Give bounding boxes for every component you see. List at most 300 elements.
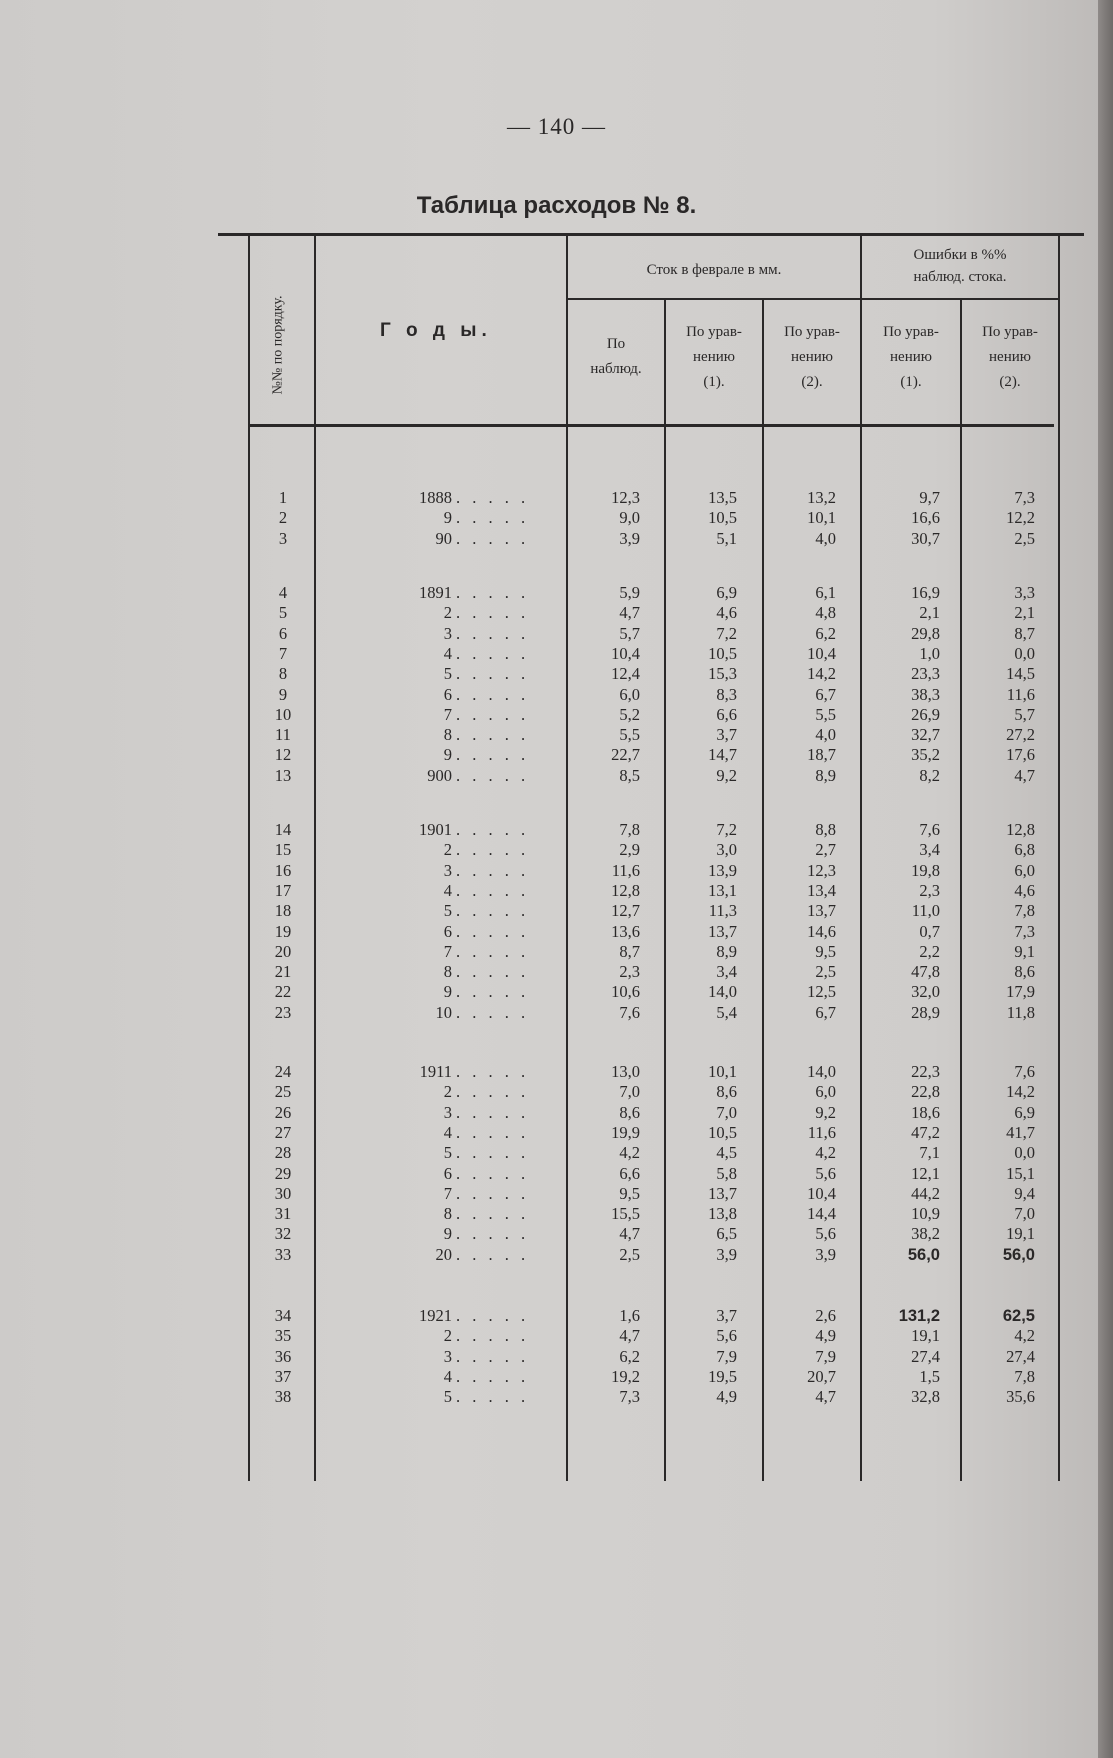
eq1-value: 5,1 — [716, 528, 737, 548]
eq1-value: 7,9 — [716, 1346, 737, 1366]
err1-value: 22,3 — [911, 1062, 940, 1081]
row-index: 24 — [274, 1062, 292, 1081]
err1-value: 10,9 — [911, 1204, 940, 1224]
err2-value: 41,7 — [1006, 1122, 1035, 1142]
err1-value: 32,8 — [911, 1387, 940, 1407]
observed-value: 7,0 — [619, 1082, 640, 1102]
eq2-value: 8,8 — [815, 820, 836, 839]
row-year: 7 — [443, 941, 452, 961]
eq2-value: 2,5 — [815, 962, 836, 982]
row-index: 8 — [278, 664, 288, 684]
err1-value: 8,2 — [919, 765, 940, 785]
row-index: 13 — [274, 765, 292, 785]
row-index: 11 — [275, 725, 291, 745]
observed-value: 1,6 — [619, 1306, 640, 1325]
row-year: 3 — [443, 860, 452, 880]
row-year: 2 — [443, 840, 452, 860]
row-year: 90 — [435, 528, 452, 548]
err2-value: 8,6 — [1014, 962, 1035, 982]
eq2-value: 3,9 — [815, 1244, 836, 1264]
eq2-value: 13,7 — [807, 901, 836, 921]
row-year: 9 — [443, 508, 452, 528]
leader-dots: . . . . . — [456, 1387, 530, 1407]
leader-dots: . . . . . — [456, 982, 530, 1002]
row-index: 22 — [274, 982, 292, 1002]
err2-value: 4,6 — [1014, 880, 1035, 900]
observed-value: 6,0 — [619, 684, 640, 704]
eq2-value: 2,7 — [815, 840, 836, 860]
leader-dots: . . . . . — [456, 745, 530, 765]
err2-value: 12,2 — [1006, 508, 1035, 528]
err2-value: 9,4 — [1014, 1183, 1035, 1203]
leader-dots: . . . . . — [456, 860, 530, 880]
row-year: 7 — [443, 1183, 452, 1203]
flow-group-underline — [566, 298, 860, 300]
leader-dots: . . . . . — [456, 1244, 530, 1264]
eq1-value: 13,8 — [708, 1204, 737, 1224]
header-bottom-rule — [248, 424, 1054, 427]
err1-value: 19,1 — [911, 1326, 940, 1346]
err1-value: 18,6 — [911, 1102, 940, 1122]
leader-dots: . . . . . — [456, 664, 530, 684]
row-year: 5 — [443, 901, 452, 921]
leader-dots: . . . . . — [456, 684, 530, 704]
eq1-value: 4,5 — [716, 1143, 737, 1163]
header-years: Г о д ы. — [380, 320, 492, 341]
row-year: 9 — [443, 982, 452, 1002]
leader-dots: . . . . . — [456, 623, 530, 643]
err2-value: 0,0 — [1014, 1143, 1035, 1163]
eq1-value: 14,7 — [708, 745, 737, 765]
err2-value: 7,0 — [1014, 1204, 1035, 1224]
err1-value: 44,2 — [911, 1183, 940, 1203]
err1-value: 12,1 — [911, 1163, 940, 1183]
row-year: 1911 — [419, 1062, 452, 1081]
err2-value: 9,1 — [1014, 941, 1035, 961]
err2-value: 5,7 — [1014, 704, 1035, 724]
leader-dots: . . . . . — [456, 508, 530, 528]
err2-value: 7,6 — [1014, 1062, 1035, 1081]
err2-value: 19,1 — [1006, 1224, 1035, 1244]
column-divider-index — [314, 236, 316, 1481]
eq2-value: 10,4 — [807, 643, 836, 663]
leader-dots: . . . . . — [456, 488, 530, 507]
err2-value: 3,3 — [1014, 583, 1035, 602]
err1-value: 0,7 — [919, 921, 940, 941]
eq2-value: 4,0 — [815, 528, 836, 548]
eq1-value: 11,3 — [708, 901, 737, 921]
leader-dots: . . . . . — [456, 1346, 530, 1366]
eq2-value: 8,9 — [815, 765, 836, 785]
observed-value: 8,7 — [619, 941, 640, 961]
leader-dots: . . . . . — [456, 1326, 530, 1346]
observed-value: 19,2 — [611, 1366, 640, 1386]
leader-dots: . . . . . — [456, 840, 530, 860]
eq2-value: 4,8 — [815, 603, 836, 623]
eq2-value: 18,7 — [807, 745, 836, 765]
row-year: 5 — [443, 664, 452, 684]
row-year: 9 — [443, 745, 452, 765]
observed-value: 12,4 — [611, 664, 640, 684]
err1-value: 19,8 — [911, 860, 940, 880]
observed-value: 2,5 — [619, 1244, 640, 1264]
err1-value: 16,6 — [911, 508, 940, 528]
eq1-value: 9,2 — [716, 765, 737, 785]
eq2-value: 6,0 — [815, 1082, 836, 1102]
err1-value: 56,0 — [907, 1245, 940, 1264]
eq2-value: 20,7 — [807, 1366, 836, 1386]
observed-value: 6,6 — [619, 1163, 640, 1183]
row-year: 3 — [443, 1346, 452, 1366]
err2-value: 27,4 — [1006, 1346, 1035, 1366]
observed-value: 10,6 — [611, 982, 640, 1002]
err1-value: 47,2 — [911, 1122, 940, 1142]
eq1-value: 3,0 — [716, 840, 737, 860]
header-flow-group: Сток в феврале в мм. — [646, 262, 782, 278]
eq1-value: 13,9 — [708, 860, 737, 880]
observed-value: 5,2 — [619, 704, 640, 724]
leader-dots: . . . . . — [456, 1143, 530, 1163]
leader-dots: . . . . . — [456, 962, 530, 982]
err2-value: 11,8 — [1006, 1002, 1035, 1022]
eq1-value: 10,5 — [708, 1122, 737, 1142]
table-right-border — [1058, 236, 1060, 1481]
row-index: 15 — [274, 840, 292, 860]
leader-dots: . . . . . — [456, 921, 530, 941]
leader-dots: . . . . . — [456, 1082, 530, 1102]
leader-dots: . . . . . — [456, 820, 530, 839]
err2-value: 62,5 — [1002, 1307, 1035, 1325]
table-title: Таблица расходов № 8. — [416, 192, 697, 219]
eq1-value: 13,1 — [708, 880, 737, 900]
table-left-border — [248, 236, 250, 1481]
err2-value: 17,9 — [1006, 982, 1035, 1002]
eq1-value: 5,8 — [716, 1163, 737, 1183]
observed-value: 5,5 — [619, 725, 640, 745]
eq2-value: 9,5 — [815, 941, 836, 961]
row-index: 18 — [274, 901, 292, 921]
row-index: 33 — [274, 1244, 292, 1264]
row-year: 6 — [443, 1163, 452, 1183]
row-index: 29 — [274, 1163, 292, 1183]
row-year: 9 — [443, 1224, 452, 1244]
err1-value: 7,1 — [919, 1143, 940, 1163]
observed-value: 5,7 — [619, 623, 640, 643]
leader-dots: . . . . . — [456, 1062, 530, 1081]
err2-value: 2,5 — [1014, 528, 1035, 548]
header-eq1: По урав- нению (1). — [686, 324, 742, 390]
row-index: 28 — [274, 1143, 292, 1163]
observed-value: 8,6 — [619, 1102, 640, 1122]
row-index: 6 — [278, 623, 288, 643]
eq2-value: 13,2 — [807, 488, 836, 507]
row-year: 1891 — [419, 583, 452, 602]
eq1-value: 3,4 — [716, 962, 737, 982]
err2-value: 7,3 — [1014, 921, 1035, 941]
err1-value: 11,0 — [911, 901, 940, 921]
row-year: 5 — [443, 1143, 452, 1163]
err1-value: 32,0 — [911, 982, 940, 1002]
eq1-value: 5,6 — [716, 1326, 737, 1346]
err1-value: 32,7 — [911, 725, 940, 745]
row-year: 4 — [443, 1366, 452, 1386]
row-year: 20 — [435, 1244, 452, 1264]
row-year: 10 — [435, 1002, 452, 1022]
eq1-value: 13,5 — [708, 488, 737, 507]
eq1-value: 8,6 — [716, 1082, 737, 1102]
header-errors-group: Ошибки в %% наблюд. стока. — [913, 247, 1007, 285]
observed-value: 9,5 — [619, 1183, 640, 1203]
eq1-value: 15,3 — [708, 664, 737, 684]
eq2-value: 6,7 — [815, 684, 836, 704]
eq1-value: 7,2 — [716, 820, 737, 839]
err1-value: 2,1 — [919, 603, 940, 623]
eq1-value: 6,9 — [716, 583, 737, 602]
eq1-value: 8,9 — [716, 941, 737, 961]
err2-value: 12,8 — [1006, 820, 1035, 839]
row-index: 10 — [274, 704, 292, 724]
header-err2: По урав- нению (2). — [982, 324, 1038, 390]
eq1-value: 10,5 — [708, 508, 737, 528]
row-index: 23 — [274, 1002, 292, 1022]
row-index: 36 — [274, 1346, 292, 1366]
row-year: 2 — [443, 603, 452, 623]
err2-value: 7,8 — [1014, 901, 1035, 921]
observed-value: 4,7 — [619, 1224, 640, 1244]
err2-value: 15,1 — [1006, 1163, 1035, 1183]
row-index: 21 — [274, 962, 292, 982]
eq2-value: 4,9 — [815, 1326, 836, 1346]
eq2-value: 6,7 — [815, 1002, 836, 1022]
observed-value: 12,7 — [611, 901, 640, 921]
row-index: 5 — [278, 603, 288, 623]
leader-dots: . . . . . — [456, 1163, 530, 1183]
row-index: 32 — [274, 1224, 292, 1244]
eq2-value: 9,2 — [815, 1102, 836, 1122]
row-year: 7 — [443, 704, 452, 724]
leader-dots: . . . . . — [456, 1122, 530, 1142]
err1-value: 26,9 — [911, 704, 940, 724]
err2-value: 11,6 — [1006, 684, 1035, 704]
observed-value: 11,6 — [611, 860, 640, 880]
row-index: 4 — [278, 583, 288, 602]
eq2-value: 14,4 — [807, 1204, 836, 1224]
observed-value: 5,9 — [619, 583, 640, 602]
observed-value: 7,3 — [619, 1387, 640, 1407]
err2-value: 4,2 — [1014, 1326, 1035, 1346]
eq1-value: 8,3 — [716, 684, 737, 704]
row-year: 1921 — [419, 1306, 452, 1325]
row-year: 3 — [443, 623, 452, 643]
page-number: — 140 — — [507, 114, 606, 139]
observed-value: 15,5 — [611, 1204, 640, 1224]
row-year: 4 — [443, 880, 452, 900]
eq1-value: 4,9 — [716, 1387, 737, 1407]
errors-group-underline — [860, 298, 1058, 300]
eq1-value: 3,9 — [716, 1244, 737, 1264]
eq1-value: 19,5 — [708, 1366, 737, 1386]
observed-value: 12,3 — [611, 488, 640, 507]
row-year: 5 — [443, 1387, 452, 1407]
row-index: 19 — [274, 921, 292, 941]
eq1-value: 3,7 — [716, 725, 737, 745]
err2-value: 14,5 — [1006, 664, 1035, 684]
eq2-value: 11,6 — [807, 1122, 836, 1142]
row-year: 2 — [443, 1326, 452, 1346]
err2-value: 27,2 — [1006, 725, 1035, 745]
leader-dots: . . . . . — [456, 765, 530, 785]
leader-dots: . . . . . — [456, 941, 530, 961]
err1-value: 7,6 — [919, 820, 940, 839]
observed-value: 9,0 — [619, 508, 640, 528]
err2-value: 6,9 — [1014, 1102, 1035, 1122]
err1-value: 3,4 — [919, 840, 940, 860]
observed-value: 2,3 — [619, 962, 640, 982]
row-index: 37 — [274, 1366, 292, 1386]
eq2-value: 4,7 — [815, 1387, 836, 1407]
eq2-value: 10,1 — [807, 508, 836, 528]
observed-value: 4,7 — [619, 603, 640, 623]
row-index: 7 — [278, 643, 288, 663]
row-index: 34 — [274, 1306, 292, 1325]
row-year: 900 — [427, 765, 452, 785]
err2-value: 56,0 — [1002, 1245, 1035, 1264]
leader-dots: . . . . . — [456, 704, 530, 724]
row-year: 8 — [443, 725, 452, 745]
table-top-rule — [218, 233, 1084, 236]
err1-value: 38,3 — [911, 684, 940, 704]
row-index: 14 — [274, 820, 292, 839]
err2-value: 7,8 — [1014, 1366, 1035, 1386]
err1-value: 23,3 — [911, 664, 940, 684]
eq1-value: 14,0 — [708, 982, 737, 1002]
leader-dots: . . . . . — [456, 1002, 530, 1022]
eq2-value: 10,4 — [807, 1183, 836, 1203]
eq1-value: 4,6 — [716, 603, 737, 623]
err1-value: 38,2 — [911, 1224, 940, 1244]
leader-dots: . . . . . — [456, 1102, 530, 1122]
eq2-value: 2,6 — [815, 1306, 836, 1325]
eq2-value: 14,2 — [807, 664, 836, 684]
eq2-value: 12,5 — [807, 982, 836, 1002]
row-year: 4 — [443, 1122, 452, 1142]
err1-value: 30,7 — [911, 528, 940, 548]
row-index: 2 — [278, 508, 288, 528]
err1-value: 29,8 — [911, 623, 940, 643]
header-eq2: По урав- нению (2). — [784, 324, 840, 390]
err2-value: 2,1 — [1014, 603, 1035, 623]
eq2-value: 14,0 — [807, 1062, 836, 1081]
err2-value: 35,6 — [1006, 1387, 1035, 1407]
observed-value: 13,0 — [611, 1062, 640, 1081]
eq1-value: 7,0 — [716, 1102, 737, 1122]
observed-value: 13,6 — [611, 921, 640, 941]
eq2-value: 12,3 — [807, 860, 836, 880]
row-year: 2 — [443, 1082, 452, 1102]
row-index: 9 — [278, 684, 288, 704]
err2-value: 4,7 — [1014, 765, 1035, 785]
row-year: 8 — [443, 1204, 452, 1224]
row-year: 6 — [443, 684, 452, 704]
row-year: 1901 — [419, 820, 452, 839]
err2-value: 6,8 — [1014, 840, 1035, 860]
leader-dots: . . . . . — [456, 1306, 530, 1325]
observed-value: 12,8 — [611, 880, 640, 900]
eq1-value: 13,7 — [708, 1183, 737, 1203]
header-index: №№ по порядку. — [270, 295, 285, 395]
leader-dots: . . . . . — [456, 725, 530, 745]
err1-value: 2,3 — [919, 880, 940, 900]
row-index: 17 — [274, 880, 292, 900]
row-index: 16 — [274, 860, 292, 880]
leader-dots: . . . . . — [456, 901, 530, 921]
row-index: 20 — [274, 941, 292, 961]
leader-dots: . . . . . — [456, 583, 530, 602]
err1-value: 1,5 — [919, 1366, 940, 1386]
leader-dots: . . . . . — [456, 880, 530, 900]
row-index: 31 — [274, 1204, 292, 1224]
observed-value: 19,9 — [611, 1122, 640, 1142]
leader-dots: . . . . . — [456, 1204, 530, 1224]
eq2-value: 5,6 — [815, 1224, 836, 1244]
observed-value: 7,6 — [619, 1002, 640, 1022]
err2-value: 0,0 — [1014, 643, 1035, 663]
eq2-value: 13,4 — [807, 880, 836, 900]
eq1-value: 10,1 — [708, 1062, 737, 1081]
err1-value: 1,0 — [919, 643, 940, 663]
observed-value: 22,7 — [611, 745, 640, 765]
row-index: 1 — [278, 488, 288, 507]
observed-value: 3,9 — [619, 528, 640, 548]
observed-value: 8,5 — [619, 765, 640, 785]
header-observed: По наблюд. — [590, 336, 642, 377]
row-index: 3 — [278, 528, 288, 548]
row-year: 6 — [443, 921, 452, 941]
observed-value: 2,9 — [619, 840, 640, 860]
eq1-value: 6,5 — [716, 1224, 737, 1244]
row-year: 4 — [443, 643, 452, 663]
row-index: 12 — [274, 745, 292, 765]
row-index: 38 — [274, 1387, 292, 1407]
observed-value: 7,8 — [619, 820, 640, 839]
row-year: 8 — [443, 962, 452, 982]
leader-dots: . . . . . — [456, 1366, 530, 1386]
row-year: 1888 — [419, 488, 452, 507]
observed-value: 4,7 — [619, 1326, 640, 1346]
eq1-value: 3,7 — [716, 1306, 737, 1325]
err1-value: 2,2 — [919, 941, 940, 961]
header-err1: По урав- нению (1). — [883, 324, 939, 390]
eq2-value: 5,6 — [815, 1163, 836, 1183]
err1-value: 35,2 — [911, 745, 940, 765]
err2-value: 17,6 — [1006, 745, 1035, 765]
err1-value: 47,8 — [911, 962, 940, 982]
book-spine — [1098, 0, 1113, 1758]
eq2-value: 6,2 — [815, 623, 836, 643]
eq2-value: 5,5 — [815, 704, 836, 724]
row-index: 27 — [274, 1122, 292, 1142]
err2-value: 6,0 — [1014, 860, 1035, 880]
eq1-value: 6,6 — [716, 704, 737, 724]
row-index: 35 — [274, 1326, 292, 1346]
err1-value: 9,7 — [919, 488, 940, 507]
observed-value: 4,2 — [619, 1143, 640, 1163]
leader-dots: . . . . . — [456, 528, 530, 548]
row-year: 3 — [443, 1102, 452, 1122]
leader-dots: . . . . . — [456, 1183, 530, 1203]
err2-value: 8,7 — [1014, 623, 1035, 643]
observed-value: 10,4 — [611, 643, 640, 663]
